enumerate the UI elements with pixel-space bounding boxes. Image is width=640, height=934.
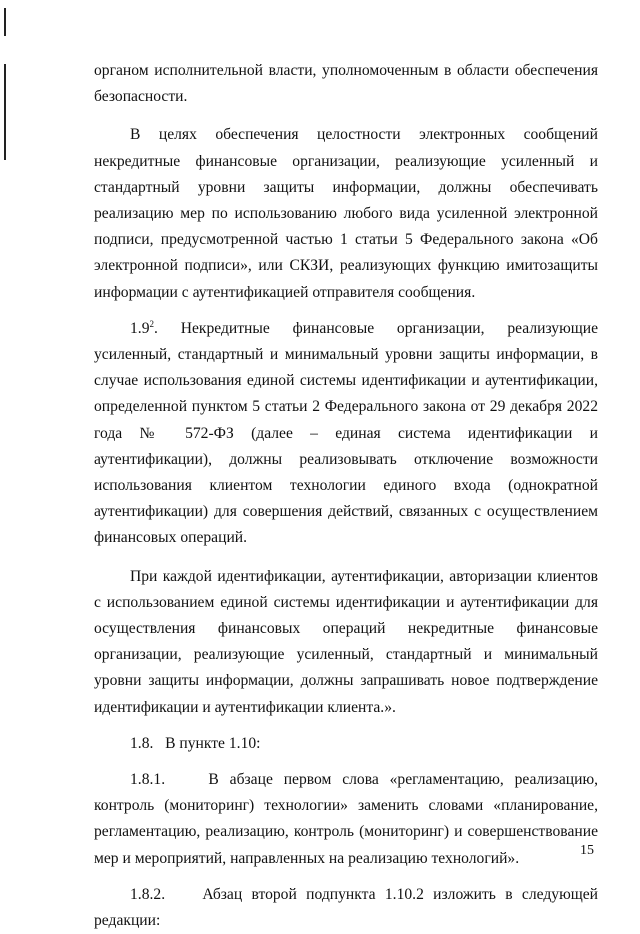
- paragraph-1-9: [94, 316, 598, 552]
- document-body: [94, 58, 598, 934]
- clause-text: . Некредитные финансовые организации, реализующие усиленный, стандартный и минимальный уровни защиты информации, в случае использования единой системы идентификации и аутентификации, определенной пунктом 5 статьи 2 Федерального закона от 29 декабря 2022 года № 572-ФЗ (далее – единая система идентификации и аутентификации), должны реализовывать отключение возможности использования клиентом технологии единого входа (однократной аутентификации) для совершения действий, связанных с осуществлением финансовых операций.: [94, 319, 598, 547]
- paragraph: 1.8.2. Абзац второй подпункта 1.10.2 изложить в следующей редакции:: [94, 885, 598, 930]
- scan-margin-line: [4, 8, 6, 36]
- paragraph: органом исполнительной власти, уполномоченным в области обеспечения безопасности.: [94, 62, 598, 106]
- clause-superscript: 2: [149, 318, 154, 329]
- clause-number: 1.9: [130, 319, 150, 337]
- paragraph: В целях обеспечения целостности электронных сообщений некредитные финансовые организации, реализующие усиленный и стандартный уровни защиты информации, должны обеспечивать реализацию мер по использованию любого вида усиленной электронной подписи, предусмотренной частью 1 статьи 5 Федерального закона «Об электронной подписи», или СКЗИ, реализующих функцию имитозащиты информации с аутентификацией отправителя сообщения.: [94, 126, 598, 301]
- paragraph: 1.8. В пункте 1.10:: [130, 734, 261, 752]
- paragraph: 1.8.1. В абзаце первом слова «регламентацию, реализацию, контроль (мониторинг) технологии» заменить словами «планирование, регламентацию, реализацию, контроль (мониторинг) и совершенствование мер и мероприятий, направленных на реализацию технологий».: [94, 771, 598, 867]
- page-number: 15: [580, 843, 594, 858]
- paragraph: При каждой идентификации, аутентификации, авторизации клиентов с использованием единой системы идентификации и аутентификации для осуществления финансовых операций некредитные финансовые организации, реализующие усиленный, стандартный и минимальный уровни защиты информации, должны запрашивать новое подтверждение идентификации и аутентификации клиента.».: [94, 567, 598, 716]
- scan-margin-line: [4, 64, 6, 160]
